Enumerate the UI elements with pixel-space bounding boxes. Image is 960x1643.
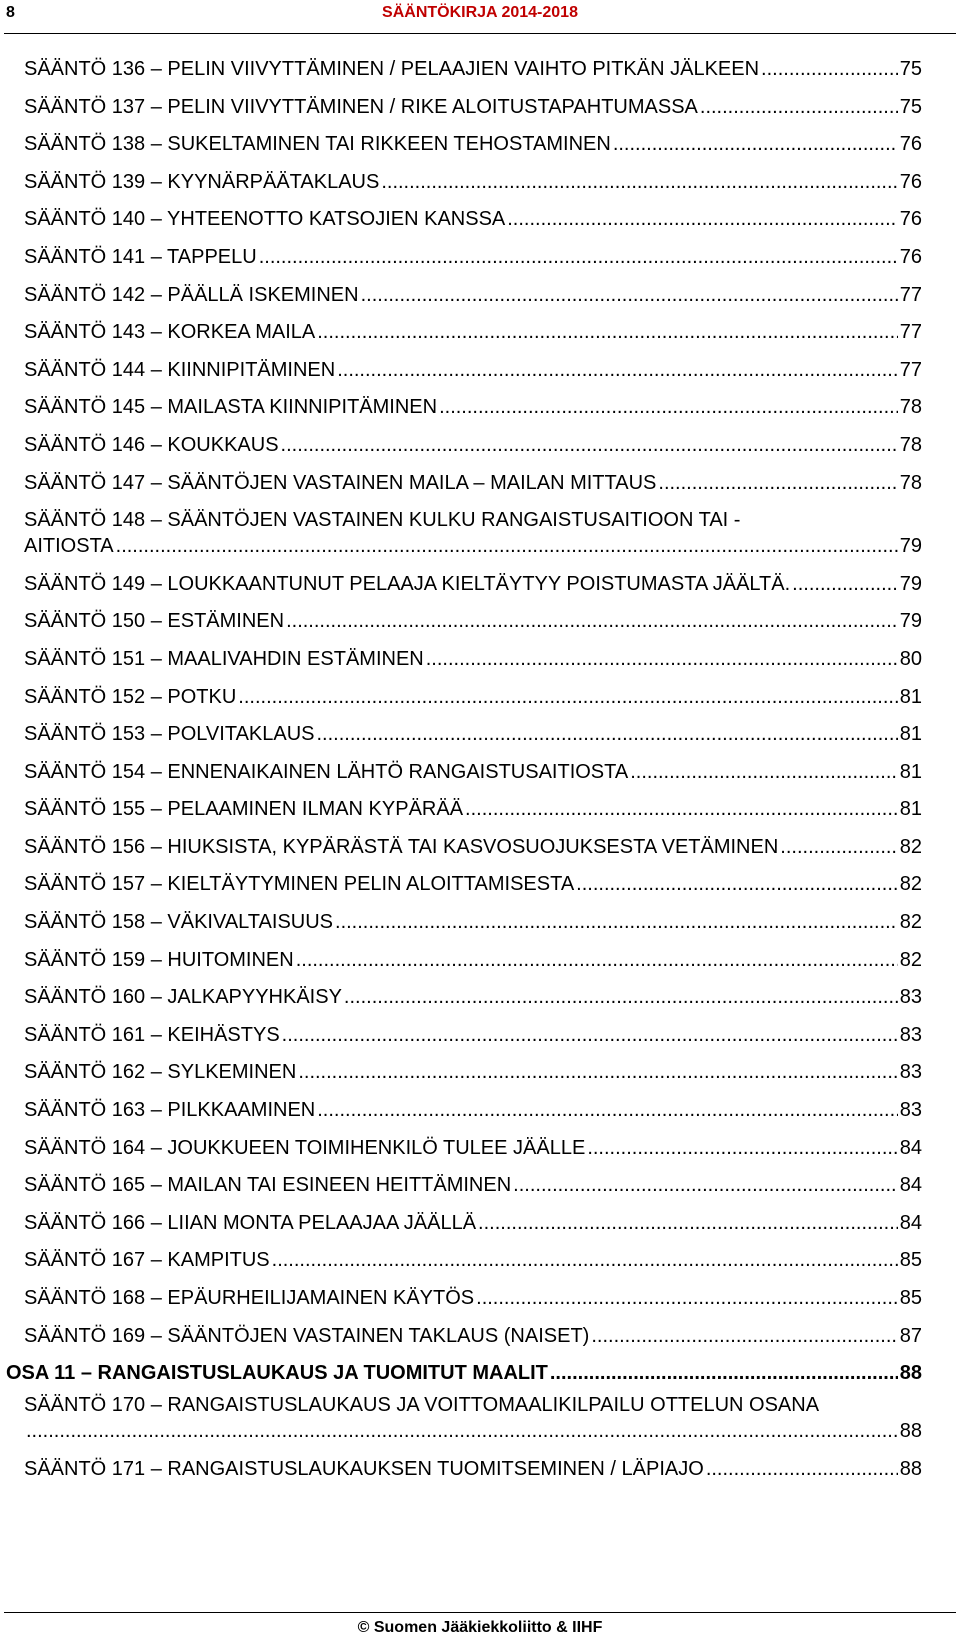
page-footer bbox=[4, 1612, 956, 1637]
toc-entry[interactable] bbox=[24, 1135, 922, 1161]
toc-entry[interactable] bbox=[24, 394, 922, 420]
toc-entry-page: 84 bbox=[899, 1211, 922, 1234]
toc-entry-label: SÄÄNTÖ 156 – HIUKSISTA, KYPÄRÄSTÄ TAI KASVOSUOJUKSESTA VETÄMINEN bbox=[24, 835, 779, 858]
toc-entry-label: SÄÄNTÖ 143 – KORKEA MAILA bbox=[24, 321, 316, 344]
dot-leader bbox=[513, 1172, 898, 1198]
toc-entry-label: SÄÄNTÖ 148 – SÄÄNTÖJEN VASTAINEN KULKU RANGAISTUSAITIOON TAI - bbox=[24, 509, 741, 532]
toc-entry[interactable] bbox=[24, 1285, 922, 1311]
toc-entry-page: 83 bbox=[899, 1099, 922, 1122]
toc-entry-label: SÄÄNTÖ 146 – KOUKKAUS bbox=[24, 433, 279, 456]
toc-entry-label: SÄÄNTÖ 171 – RANGAISTUSLAUKAUKSEN TUOMITSEMINEN / LÄPIAJO bbox=[24, 1457, 704, 1480]
toc-entry-page: 77 bbox=[899, 321, 922, 344]
toc-entry-label: SÄÄNTÖ 163 – PILKKAAMINEN bbox=[24, 1099, 316, 1122]
header-divider bbox=[4, 33, 956, 34]
toc-entry[interactable] bbox=[24, 94, 922, 120]
toc-entry[interactable] bbox=[24, 319, 922, 345]
toc-entry[interactable] bbox=[24, 646, 922, 672]
toc-entry[interactable] bbox=[24, 1247, 922, 1273]
toc-entry-page: 87 bbox=[899, 1324, 922, 1347]
dot-leader bbox=[238, 684, 897, 710]
toc-entry[interactable] bbox=[24, 871, 922, 897]
toc-entry-page: 83 bbox=[899, 1061, 922, 1084]
toc-entry-label: SÄÄNTÖ 136 – PELIN VIIVYTTÄMINEN / PELAAJIEN VAIHTO PITKÄN JÄLKEEN bbox=[24, 58, 760, 80]
dot-leader bbox=[700, 94, 898, 120]
toc-entry-page: 79 bbox=[899, 572, 922, 595]
toc-entry-page: 75 bbox=[899, 58, 922, 80]
toc-entry[interactable] bbox=[24, 1059, 922, 1085]
toc-entry[interactable] bbox=[24, 357, 922, 383]
toc-entry-label: SÄÄNTÖ 154 – ENNENAIKAINEN LÄHTÖ RANGAISTUSAITIOSTA bbox=[24, 760, 629, 783]
toc-entry-label: SÄÄNTÖ 155 – PELAAMINEN ILMAN KYPÄRÄÄ bbox=[24, 798, 464, 821]
toc-entry-label: SÄÄNTÖ 147 – SÄÄNTÖJEN VASTAINEN MAILA – MAILAN MITTAUS bbox=[24, 471, 657, 494]
toc-entry-page: 78 bbox=[899, 471, 922, 494]
toc-entry[interactable] bbox=[24, 1456, 922, 1482]
dot-leader bbox=[281, 432, 898, 458]
toc-entry-label: SÄÄNTÖ 170 – RANGAISTUSLAUKAUS JA VOITTOMAALIKILPAILU OTTELUN OSANA bbox=[24, 1394, 820, 1417]
toc-entry[interactable] bbox=[24, 282, 922, 308]
dot-leader bbox=[630, 759, 898, 785]
toc-entry[interactable] bbox=[24, 1323, 922, 1349]
toc-entry[interactable] bbox=[24, 947, 922, 973]
dot-leader bbox=[337, 357, 898, 383]
toc-entry[interactable] bbox=[24, 684, 922, 710]
page-header bbox=[0, 0, 960, 36]
toc-entry[interactable] bbox=[24, 432, 922, 458]
toc-entry[interactable] bbox=[24, 1022, 922, 1048]
toc-entry-page: 79 bbox=[899, 610, 922, 633]
toc-entry-label: SÄÄNTÖ 157 – KIELTÄYTYMINEN PELIN ALOITTAMISESTA bbox=[24, 873, 575, 896]
dot-leader bbox=[591, 1323, 897, 1349]
dot-leader bbox=[317, 721, 898, 747]
toc-entry-label: SÄÄNTÖ 159 – HUITOMINEN bbox=[24, 948, 294, 971]
footer-divider bbox=[4, 1612, 956, 1613]
toc-entry-label: SÄÄNTÖ 168 – EPÄURHEILIJAMAINEN KÄYTÖS bbox=[24, 1287, 475, 1309]
running-title: SÄÄNTÖKIRJA 2014-2018 bbox=[382, 4, 578, 21]
toc-entry-page: 85 bbox=[899, 1287, 922, 1309]
toc-entry-page: 83 bbox=[899, 1023, 922, 1046]
dot-leader bbox=[507, 206, 898, 232]
toc-entry-page: 81 bbox=[899, 760, 922, 783]
toc-entry-page: 82 bbox=[899, 835, 922, 858]
toc-entry-page: 78 bbox=[899, 433, 922, 456]
toc-entry-page: 77 bbox=[899, 358, 922, 381]
toc-entry-label: SÄÄNTÖ 145 – MAILASTA KIINNIPITÄMINEN bbox=[24, 396, 438, 419]
dot-leader bbox=[344, 984, 898, 1010]
toc-entry[interactable] bbox=[24, 169, 922, 195]
toc-entry-page: 82 bbox=[899, 873, 922, 896]
dot-leader bbox=[26, 1418, 898, 1444]
toc-entry[interactable] bbox=[24, 206, 922, 232]
dot-leader bbox=[335, 909, 898, 935]
toc-entry[interactable] bbox=[24, 1210, 922, 1236]
toc-entry[interactable] bbox=[24, 759, 922, 785]
toc-entry-label: SÄÄNTÖ 142 – PÄÄLLÄ ISKEMINEN bbox=[24, 283, 359, 306]
toc-entry[interactable] bbox=[24, 834, 922, 860]
toc-entry-label: SÄÄNTÖ 139 – KYYNÄRPÄÄTAKLAUS bbox=[24, 170, 380, 193]
toc-entry[interactable] bbox=[24, 571, 922, 597]
toc-entry[interactable] bbox=[24, 608, 922, 634]
dot-leader bbox=[478, 1210, 898, 1236]
toc-entry-label: SÄÄNTÖ 160 – JALKAPYYHKÄISY bbox=[24, 986, 342, 1009]
toc-entry-page: 78 bbox=[899, 396, 922, 419]
copyright-text: © Suomen Jääkiekkoliitto & IIHF bbox=[357, 1619, 603, 1636]
toc-entry-label: SÄÄNTÖ 158 – VÄKIVALTAISUUS bbox=[24, 911, 334, 934]
toc-entry-wrapped[interactable] bbox=[24, 1392, 922, 1444]
toc-entry-page: 75 bbox=[899, 95, 922, 118]
toc-entry-page: 76 bbox=[899, 208, 922, 231]
toc-entry-page: 81 bbox=[899, 798, 922, 821]
toc-entry-label: SÄÄNTÖ 151 – MAALIVAHDIN ESTÄMINEN bbox=[24, 647, 424, 670]
toc-entry-page: 84 bbox=[899, 1174, 922, 1197]
toc-entry[interactable] bbox=[24, 470, 922, 496]
dot-leader bbox=[317, 1097, 898, 1123]
toc-entry-wrapped[interactable] bbox=[24, 507, 922, 559]
toc-entry[interactable] bbox=[24, 1172, 922, 1198]
toc-entry[interactable] bbox=[24, 131, 922, 157]
dot-leader bbox=[282, 1022, 898, 1048]
toc-entry-label: SÄÄNTÖ 149 – LOUKKAANTUNUT PELAAJA KIELTÄYTYY POISTUMASTA JÄÄLTÄ. bbox=[24, 572, 791, 595]
toc-part-page: 88 bbox=[899, 1362, 922, 1385]
toc-entry-label: SÄÄNTÖ 150 – ESTÄMINEN bbox=[24, 610, 285, 633]
page-number: 8 bbox=[6, 4, 15, 21]
dot-leader bbox=[286, 608, 898, 634]
toc-entry[interactable] bbox=[24, 1097, 922, 1123]
dot-leader bbox=[613, 131, 898, 157]
toc-entry-page: 82 bbox=[899, 948, 922, 971]
dot-leader bbox=[761, 56, 898, 82]
toc-part-label: OSA 11 – RANGAISTUSLAUKAUS JA TUOMITUT MAALIT bbox=[6, 1362, 548, 1385]
toc-entry-label: SÄÄNTÖ 140 – YHTEENOTTO KATSOJIEN KANSSA bbox=[24, 208, 506, 231]
toc-entry-label: SÄÄNTÖ 152 – POTKU bbox=[24, 685, 237, 708]
toc-entry-label: SÄÄNTÖ 169 – SÄÄNTÖJEN VASTAINEN TAKLAUS (NAISET) bbox=[24, 1324, 590, 1347]
dot-leader bbox=[465, 796, 898, 822]
toc-entry-label: SÄÄNTÖ 141 – TAPPELU bbox=[24, 245, 257, 268]
toc-entry-page: 88 bbox=[899, 1457, 922, 1480]
toc-entry-label: SÄÄNTÖ 144 – KIINNIPITÄMINEN bbox=[24, 358, 336, 381]
toc-entry[interactable] bbox=[24, 244, 922, 270]
toc-entry-label: SÄÄNTÖ 138 – SUKELTAMINEN TAI RIKKEEN TEHOSTAMINEN bbox=[24, 133, 611, 156]
toc-entry-page: 85 bbox=[899, 1249, 922, 1272]
toc-entry-page: 77 bbox=[899, 283, 922, 306]
toc-entry-label: SÄÄNTÖ 167 – KAMPITUS bbox=[24, 1249, 270, 1272]
toc-entry-page: 82 bbox=[899, 911, 922, 934]
toc-entry[interactable] bbox=[24, 721, 922, 747]
dot-leader bbox=[296, 947, 898, 973]
toc-entry-label: SÄÄNTÖ 161 – KEIHÄSTYS bbox=[24, 1023, 280, 1046]
toc-entry-page: 88 bbox=[899, 1420, 922, 1443]
toc-entry-page: 79 bbox=[899, 535, 922, 558]
toc-entry-page: 81 bbox=[899, 723, 922, 746]
toc-entry-label: SÄÄNTÖ 164 – JOUKKUEEN TOIMIHENKILÖ TULEE JÄÄLLE bbox=[24, 1136, 586, 1159]
toc-entry[interactable] bbox=[24, 909, 922, 935]
toc-entry[interactable] bbox=[24, 56, 922, 82]
dot-leader bbox=[587, 1135, 897, 1161]
dot-leader bbox=[780, 834, 897, 860]
toc-entry[interactable] bbox=[24, 796, 922, 822]
dot-leader bbox=[259, 244, 898, 270]
toc-entry-page: 76 bbox=[899, 133, 922, 156]
toc-entry-page: 84 bbox=[899, 1136, 922, 1159]
dot-leader bbox=[317, 319, 898, 345]
table-of-contents bbox=[0, 56, 960, 1493]
dot-leader bbox=[439, 394, 898, 420]
dot-leader bbox=[381, 169, 897, 195]
toc-entry-label: SÄÄNTÖ 165 – MAILAN TAI ESINEEN HEITTÄMINEN bbox=[24, 1174, 512, 1197]
toc-entry[interactable] bbox=[24, 984, 922, 1010]
dot-leader bbox=[658, 470, 897, 496]
dot-leader bbox=[361, 282, 898, 308]
dot-leader bbox=[792, 571, 898, 597]
toc-entry-label: SÄÄNTÖ 153 – POLVITAKLAUS bbox=[24, 723, 315, 746]
dot-leader bbox=[476, 1285, 898, 1311]
toc-entry-page: 83 bbox=[899, 986, 922, 1009]
toc-entry-page: 76 bbox=[899, 170, 922, 193]
toc-entry-label: SÄÄNTÖ 137 – PELIN VIIVYTTÄMINEN / RIKE ALOITUSTAPAHTUMASSA bbox=[24, 95, 698, 118]
toc-part-heading[interactable] bbox=[6, 1360, 922, 1386]
dot-leader bbox=[706, 1456, 898, 1482]
dot-leader bbox=[298, 1059, 897, 1085]
toc-entry-label: SÄÄNTÖ 166 – LIIAN MONTA PELAAJAA JÄÄLLÄ bbox=[24, 1211, 477, 1234]
dot-leader bbox=[550, 1360, 898, 1386]
toc-entry-page: 81 bbox=[899, 685, 922, 708]
toc-entry-page: 76 bbox=[899, 245, 922, 268]
dot-leader bbox=[272, 1247, 898, 1273]
dot-leader bbox=[116, 533, 898, 559]
toc-entry-page: 80 bbox=[899, 647, 922, 670]
toc-entry-label-cont: AITIOSTA bbox=[24, 535, 114, 558]
dot-leader bbox=[576, 871, 898, 897]
toc-entry-label: SÄÄNTÖ 162 – SYLKEMINEN bbox=[24, 1061, 297, 1084]
dot-leader bbox=[426, 646, 898, 672]
